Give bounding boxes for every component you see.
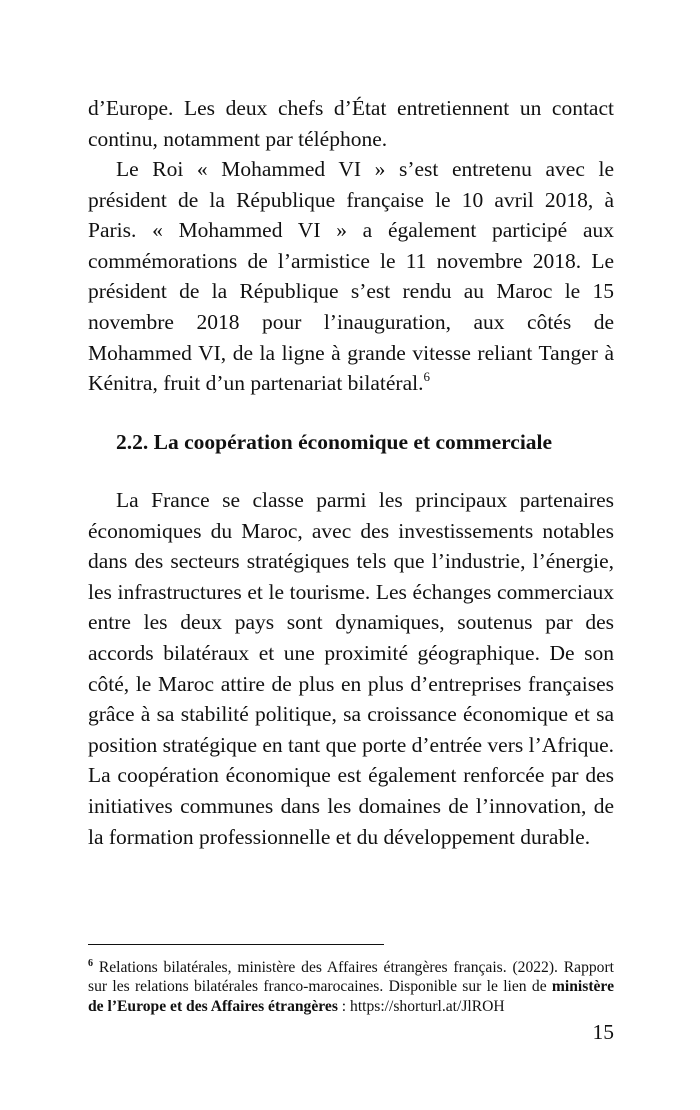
paragraph-royal-visits <box>88 154 614 399</box>
paragraph-text: La France se classe parmi les principaux partenaires économiques du Maroc, avec des investissements notables dans des secteurs stratégiques tels que l’industrie, l’énergie, les infrastructures et le tourisme. Les échanges commerciaux entre les deux pays sont dynamiques, soutenus par des accords bilatéraux et une proximité géographique. De son côté, le Maroc attire de plus en plus d’entreprises françaises grâce à sa stabilité politique, sa croissance économique et sa position stratégique en tant que porte d’entrée vers l’Afrique. La coopération économique est également renforcée par des initiatives communes dans les domaines de l’innovation, de la formation professionnelle et du développement durable. <box>88 488 614 849</box>
footnote-divider <box>88 944 384 945</box>
footnote-reference[interactable]: 6 <box>423 369 430 385</box>
paragraph-economic-cooperation <box>88 485 614 852</box>
footnote-text: Relations bilatérales, ministère des Affaires étrangères français. (2022). Rapport sur les relations bilatérales franco-marocaines. Disponible sur le lien de <box>88 959 614 996</box>
footnote-source-name: ministère de l’Europe et des Affaires étrangères <box>88 978 614 1015</box>
page-number: 15 <box>592 1020 614 1044</box>
footnote-number: 6 <box>88 958 93 969</box>
footnote <box>88 958 614 1016</box>
footnote-link-text[interactable]: : https://shorturl.at/JlROH <box>337 997 505 1015</box>
paragraph-text: d’Europe. Les deux chefs d’État entretiennent un contact continu, notamment par téléphone. <box>88 96 614 151</box>
paragraph-text: Le Roi « Mohammed VI » s’est entretenu avec le président de la République française le 10 avril 2018, à Paris. « Mohammed VI » a également participé aux commémorations de l’armistice le 11 novembre 2018. Le président de la République s’est rendu au Maroc le 15 novembre 2018 pour l’inauguration, aux côtés de Mohammed VI, de la ligne à grande vitesse reliant Tanger à Kénitra, fruit d’un partenariat bilatéral. <box>88 157 614 396</box>
section-heading: 2.2. La coopération économique et commerciale <box>116 430 553 454</box>
paragraph-continuation <box>88 93 614 154</box>
